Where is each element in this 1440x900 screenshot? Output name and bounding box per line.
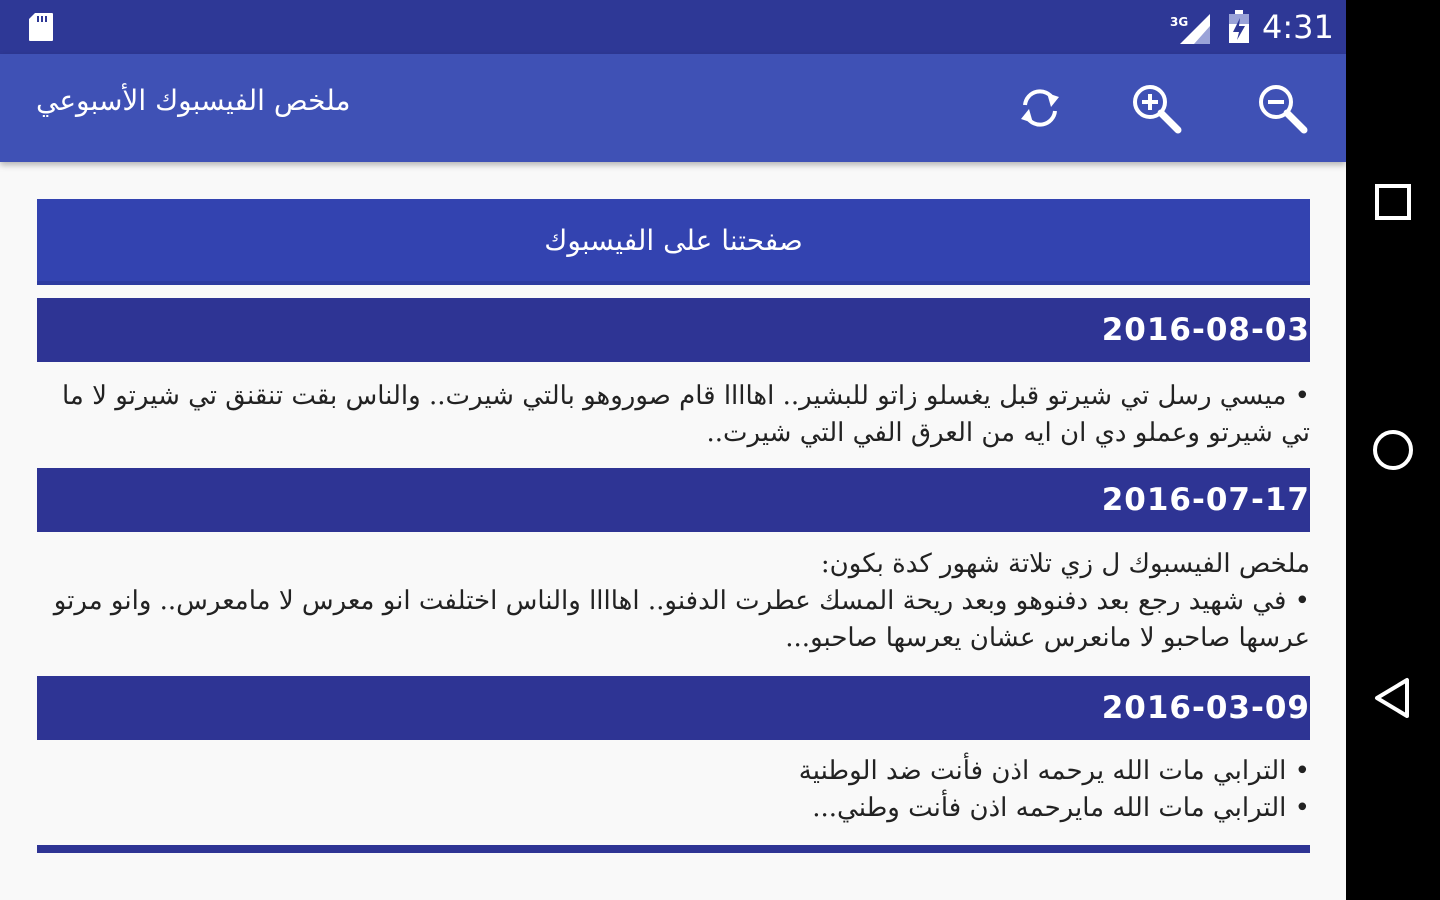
zoom-in-button[interactable] <box>1126 78 1186 138</box>
app-bar <box>0 54 1346 162</box>
post-body <box>37 378 1310 452</box>
facebook-page-link[interactable]: صفحتنا على الفيسبوك <box>37 199 1310 285</box>
post-date-header: 2016-03-09 <box>37 676 1310 740</box>
next-post-header <box>37 845 1310 853</box>
post-date-header: 2016-08-03 <box>37 298 1310 362</box>
post-line: • الترابي مات الله مايرحمه اذن فأنت وطني... <box>812 793 1310 823</box>
app-title: ملخص الفيسبوك الأسبوعي <box>36 84 351 117</box>
content-area[interactable] <box>0 162 1346 900</box>
system-nav-bar <box>1346 0 1440 900</box>
post-line: • ميسي رسل تي شيرتو قبل يغسلو زاتو للبشير.. اهاااا قام صوروهو بالتي شيرت.. والناس بقت تنقنق تي شيرتو لا ما تي شيرتو وعملو دي ان ايه من العرق الفي التي شيرت.. <box>62 381 1310 448</box>
post-date-header: 2016-07-17 <box>37 468 1310 532</box>
home-circle-icon <box>1371 428 1415 472</box>
post-body <box>37 546 1310 657</box>
battery-icon <box>1228 10 1250 44</box>
status-bar <box>0 0 1346 54</box>
recents-square-icon <box>1373 182 1413 222</box>
status-clock: 4:31 <box>1262 8 1334 46</box>
zoom-out-button[interactable] <box>1252 78 1312 138</box>
refresh-button[interactable] <box>1010 78 1070 138</box>
sd-card-icon <box>28 12 54 42</box>
back-button[interactable] <box>1363 668 1423 728</box>
post-line: ملخص الفيسبوك ل زي تلاتة شهور كدة بكون: <box>820 549 1310 579</box>
back-triangle-icon <box>1371 676 1415 720</box>
signal-icon <box>1170 12 1210 44</box>
home-button[interactable] <box>1363 420 1423 480</box>
network-type-label: 3G <box>1170 15 1189 29</box>
refresh-icon <box>1015 83 1065 133</box>
post-body <box>37 753 1310 827</box>
zoom-out-icon <box>1254 80 1310 136</box>
post-line: • الترابي مات الله يرحمه اذن فأنت ضد الوطنية <box>798 756 1310 786</box>
zoom-in-icon <box>1128 80 1184 136</box>
recents-button[interactable] <box>1363 172 1423 232</box>
post-line: • في شهيد رجع بعد دفنوهو وبعد ريحة المسك عطرت الدفنو.. اهاااا والناس اختلفت انو معرس لا مامعرس.. وانو مرتو عرسها صاحبو لا مانعرس عشان يعرسها صاحبو... <box>53 586 1310 653</box>
